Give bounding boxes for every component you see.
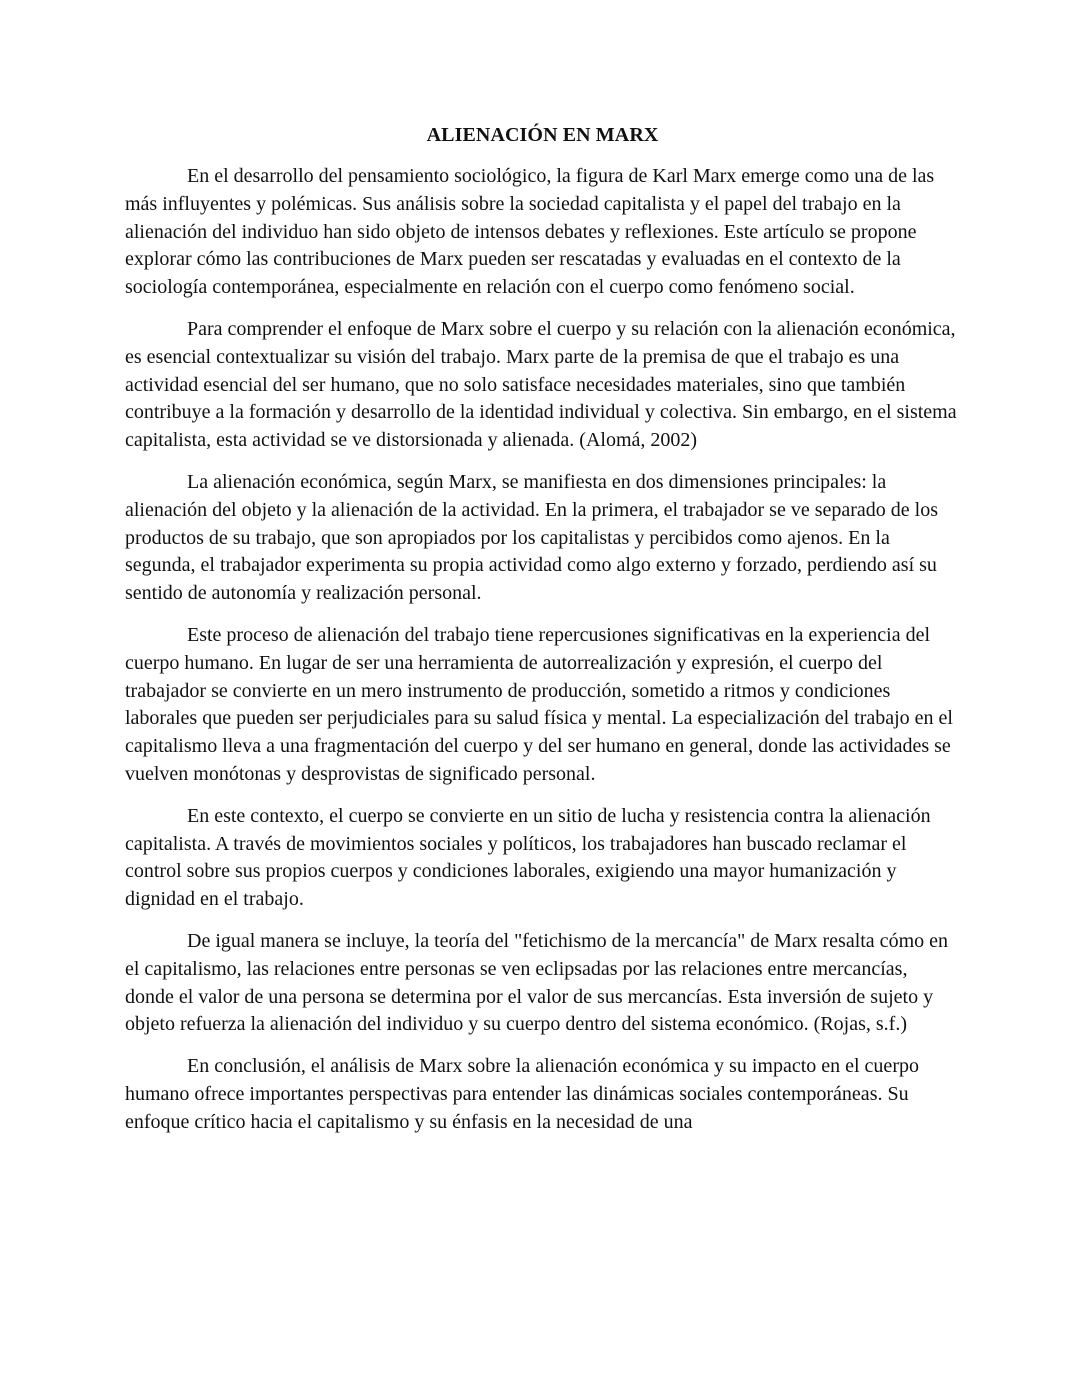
document-body <box>125 121 960 1151</box>
paragraph-7: En conclusión, el análisis de Marx sobre la alienación económica y su impacto en el cuerpo humano ofrece importantes perspectivas para entender las dinámicas sociales contemporáneas. Su enfoque crítico hacia el capitalismo y su énfasis en la necesidad de una <box>125 1055 919 1133</box>
paragraph-5: En este contexto, el cuerpo se convierte en un sitio de lucha y resistencia contra la alienación capitalista. A través de movimientos sociales y políticos, los trabajadores han buscado reclamar el control sobre sus propios cuerpos y condiciones laborales, exigiendo una mayor humanización y dignidad en el trabajo. <box>125 804 931 911</box>
paragraph-2: Para comprender el enfoque de Marx sobre el cuerpo y su relación con la alienación económica, es esencial contextualizar su visión del trabajo. Marx parte de la premisa de que el trabajo es una actividad esencial del ser humano, que no solo satisface necesidades materiales, sino que también contribuye a la formación y desarrollo de la identidad individual y colectiva. Sin embargo, en el sistema capitalista, esta actividad se ve distorsionada y alienada. (Alomá, 2002) <box>125 317 957 452</box>
paragraph-4: Este proceso de alienación del trabajo tiene repercusiones significativas en la experiencia del cuerpo humano. En lugar de ser una herramienta de autorrealización y expresión, el cuerpo del trabajador se convierte en un mero instrumento de producción, sometido a ritmos y condiciones laborales que pueden ser perjudiciales para su salud física y mental. La especialización del trabajo en el capitalismo lleva a una fragmentación del cuerpo y del ser humano en general, donde las actividades se vuelven monótonas y desprovistas de significado personal. <box>125 623 953 785</box>
document-title: ALIENACIÓN EN MARX <box>426 124 659 146</box>
paragraph-6: De igual manera se incluye, la teoría del "fetichismo de la mercancía" de Marx resalta cómo en el capitalismo, las relaciones entre personas se ven eclipsadas por las relaciones entre mercancías, donde el valor de una persona se determina por el valor de sus mercancías. Esta inversión de sujeto y objeto refuerza la alienación del individuo y su cuerpo dentro del sistema económico. (Rojas, s.f.) <box>125 929 948 1036</box>
paragraph-1: En el desarrollo del pensamiento sociológico, la figura de Karl Marx emerge como una de las más influyentes y polémicas. Sus análisis sobre la sociedad capitalista y el papel del trabajo en la alienación del individuo han sido objeto de intensos debates y reflexiones. Este artículo se propone explorar cómo las contribuciones de Marx pueden ser rescatadas y evaluadas en el contexto de la sociología contemporánea, especialmente en relación con el cuerpo como fenómeno social. <box>125 165 935 299</box>
paragraph-3: La alienación económica, según Marx, se manifiesta en dos dimensiones principales: la alienación del objeto y la alienación de la actividad. En la primera, el trabajador se ve separado de los productos de su trabajo, que son apropiados por los capitalistas y percibidos como ajenos. En la segunda, el trabajador experimenta su propia actividad como algo externo y forzado, perdiendo así su sentido de autonomía y realización personal. <box>125 470 938 605</box>
